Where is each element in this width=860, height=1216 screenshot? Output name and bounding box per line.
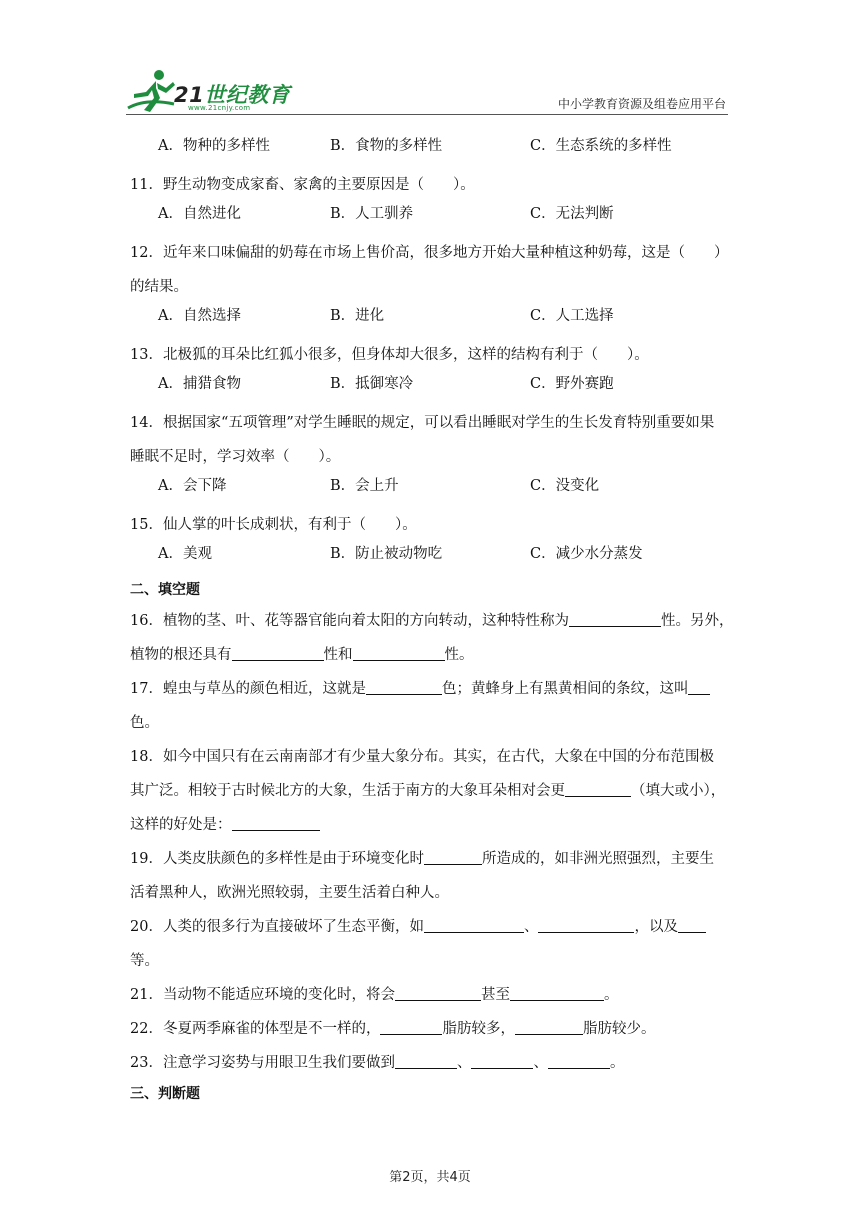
q20-line2: 等。 bbox=[130, 953, 159, 969]
q16-line2 bbox=[130, 638, 732, 672]
q13-option-c: C．野外赛跑 bbox=[530, 376, 614, 392]
q13-options bbox=[130, 372, 732, 406]
q23-text-3: 、 bbox=[533, 1055, 548, 1071]
logo bbox=[126, 68, 296, 114]
q18-line3 bbox=[130, 808, 732, 842]
q16-text-4: 性和 bbox=[323, 647, 353, 663]
q14-options bbox=[130, 474, 732, 508]
q22-blank-1[interactable] bbox=[380, 1018, 442, 1035]
q11-option-b: B．人工驯养 bbox=[330, 206, 414, 222]
q20-blank-3[interactable] bbox=[678, 916, 706, 933]
q18-line2 bbox=[130, 774, 732, 808]
q12-option-b: B．进化 bbox=[330, 308, 385, 324]
q18-line1: 18．如今中国只有在云南南部才有少量大象分布。其实，在古代，大象在中国的分布范围极 bbox=[130, 749, 714, 765]
q20-blank-2[interactable] bbox=[538, 916, 634, 933]
q16-blank-2[interactable] bbox=[232, 644, 324, 661]
q10-options bbox=[130, 134, 732, 168]
q16-text-2: 性。另外， bbox=[660, 613, 734, 629]
q15-text: 15．仙人掌的叶长成刺状，有利于（ ）。 bbox=[130, 517, 417, 533]
q16-text-1: 16．植物的茎、叶、花等器官能向着太阳的方向转动，这种特性称为 bbox=[130, 613, 569, 629]
q21-text-1: 21．当动物不能适应环境的变化时，将会 bbox=[130, 987, 395, 1003]
q21-line bbox=[130, 978, 732, 1012]
q14-text-line1: 14．根据国家“五项管理”对学生睡眠的规定，可以看出睡眠对学生的生长发育特别重要如果 bbox=[130, 415, 715, 431]
q20-text-3: ，以及 bbox=[634, 919, 678, 935]
q22-text-1: 22．冬夏两季麻雀的体型是不一样的， bbox=[130, 1021, 381, 1037]
q13-option-a: A．捕猎食物 bbox=[158, 376, 241, 392]
q14-option-b: B．会上升 bbox=[330, 478, 399, 494]
page-header bbox=[126, 62, 726, 116]
q22-text-3: 脂肪较少。 bbox=[582, 1021, 656, 1037]
q15-option-c: C．减少水分蒸发 bbox=[530, 546, 643, 562]
q12-option-a: A．自然选择 bbox=[158, 308, 241, 324]
q23-text-2: 、 bbox=[456, 1055, 472, 1071]
q13-text: 13．北极狐的耳朵比红狐小很多，但身体却大很多，这样的结构有利于（ ）。 bbox=[130, 347, 649, 363]
q17-line1 bbox=[130, 672, 732, 706]
q21-blank-1[interactable] bbox=[395, 984, 481, 1001]
q20-text-1: 20．人类的很多行为直接破坏了生态平衡，如 bbox=[130, 919, 424, 935]
q18-text-3: 这样的好处是： bbox=[130, 817, 232, 833]
q19-text-1: 19．人类皮肤颜色的多样性是由于环境变化时 bbox=[130, 851, 424, 867]
q17-text-1: 17．蝗虫与草丛的颜色相近，这就是 bbox=[130, 681, 366, 697]
platform-title: 中小学教育资源及组卷应用平台 bbox=[557, 97, 726, 111]
q22-text-2: 脂肪较多， bbox=[442, 1021, 515, 1037]
q16-blank-1[interactable] bbox=[569, 610, 661, 627]
q13-option-b: B．抵御寒冷 bbox=[330, 376, 414, 392]
q20-blank-1[interactable] bbox=[424, 916, 524, 933]
q15-option-a: A．美观 bbox=[158, 546, 212, 562]
q16-line1 bbox=[130, 604, 732, 638]
q18-text-2: （填大或小）， bbox=[631, 783, 726, 799]
logo-url: www.21cnjy.com bbox=[188, 104, 251, 112]
question-content bbox=[130, 134, 732, 1108]
q21-text-2: 甚至 bbox=[480, 987, 510, 1003]
q14-option-c: C．没变化 bbox=[530, 478, 600, 494]
q11-option-c: C．无法判断 bbox=[530, 206, 614, 222]
q11-text: 11．野生动物变成家畜、家禽的主要原因是（ ）。 bbox=[130, 177, 475, 193]
q11-options bbox=[130, 202, 732, 236]
q10-option-c: C．生态系统的多样性 bbox=[530, 138, 672, 154]
section-true-false-heading: 三、判断题 bbox=[130, 1086, 200, 1102]
q14-text-line2: 睡眠不足时，学习效率（ ）。 bbox=[130, 449, 341, 465]
q18-blank-1[interactable] bbox=[565, 780, 631, 797]
q23-text-1: 23．注意学习姿势与用眼卫生我们要做到 bbox=[130, 1055, 395, 1071]
q15-options bbox=[130, 542, 732, 576]
q17-blank-2[interactable] bbox=[688, 678, 710, 695]
q16-blank-3[interactable] bbox=[353, 644, 445, 661]
q12-option-c: C．人工选择 bbox=[530, 308, 614, 324]
q16-text-5: 性。 bbox=[444, 647, 474, 663]
q19-blank-1[interactable] bbox=[424, 848, 482, 865]
q12-text-line2: 的结果。 bbox=[130, 279, 188, 295]
page-footer: 第2页，共4页 bbox=[389, 1170, 471, 1185]
q19-text-2: 所造成的，如非洲光照强烈，主要生 bbox=[481, 851, 714, 867]
q18-text-1: 其广泛。相较于古时候北方的大象，生活于南方的大象耳朵相对会更 bbox=[130, 783, 565, 799]
q19-line2: 活着黑种人，欧洲光照较弱，主要生活着白种人。 bbox=[130, 885, 449, 901]
runner-logo-icon bbox=[126, 68, 176, 114]
logo-text: 21世纪教育 bbox=[174, 83, 291, 107]
q20-line1 bbox=[130, 910, 732, 944]
q17-blank-1[interactable] bbox=[366, 678, 442, 695]
q11-option-a: A．自然进化 bbox=[158, 206, 241, 222]
q17-line2: 色。 bbox=[130, 715, 159, 731]
q23-line bbox=[130, 1046, 732, 1080]
q21-blank-2[interactable] bbox=[510, 984, 604, 1001]
q20-text-2: 、 bbox=[523, 919, 539, 935]
q19-line1 bbox=[130, 842, 732, 876]
q17-text-2: 色；黄蜂身上有黑黄相间的条纹，这叫 bbox=[441, 681, 689, 697]
q12-options bbox=[130, 304, 732, 338]
section-fill-blank-heading: 二、填空题 bbox=[130, 582, 200, 598]
q23-blank-2[interactable] bbox=[471, 1052, 533, 1069]
q23-text-4: 。 bbox=[609, 1055, 625, 1071]
q18-blank-2[interactable] bbox=[232, 814, 320, 831]
q23-blank-1[interactable] bbox=[395, 1052, 457, 1069]
q10-option-b: B．食物的多样性 bbox=[330, 138, 443, 154]
q10-option-a: A．物种的多样性 bbox=[158, 138, 270, 154]
q12-text-line1: 12．近年来口味偏甜的奶莓在市场上售价高，很多地方开始大量种植这种奶莓，这是（ ） bbox=[130, 245, 729, 261]
q14-option-a: A．会下降 bbox=[158, 478, 227, 494]
q22-line bbox=[130, 1012, 732, 1046]
header-divider bbox=[126, 114, 728, 115]
q22-blank-2[interactable] bbox=[515, 1018, 583, 1035]
q15-option-b: B．防止被动物吃 bbox=[330, 546, 443, 562]
q21-text-3: 。 bbox=[603, 987, 619, 1003]
q23-blank-3[interactable] bbox=[548, 1052, 610, 1069]
q16-text-3: 植物的根还具有 bbox=[130, 647, 232, 663]
